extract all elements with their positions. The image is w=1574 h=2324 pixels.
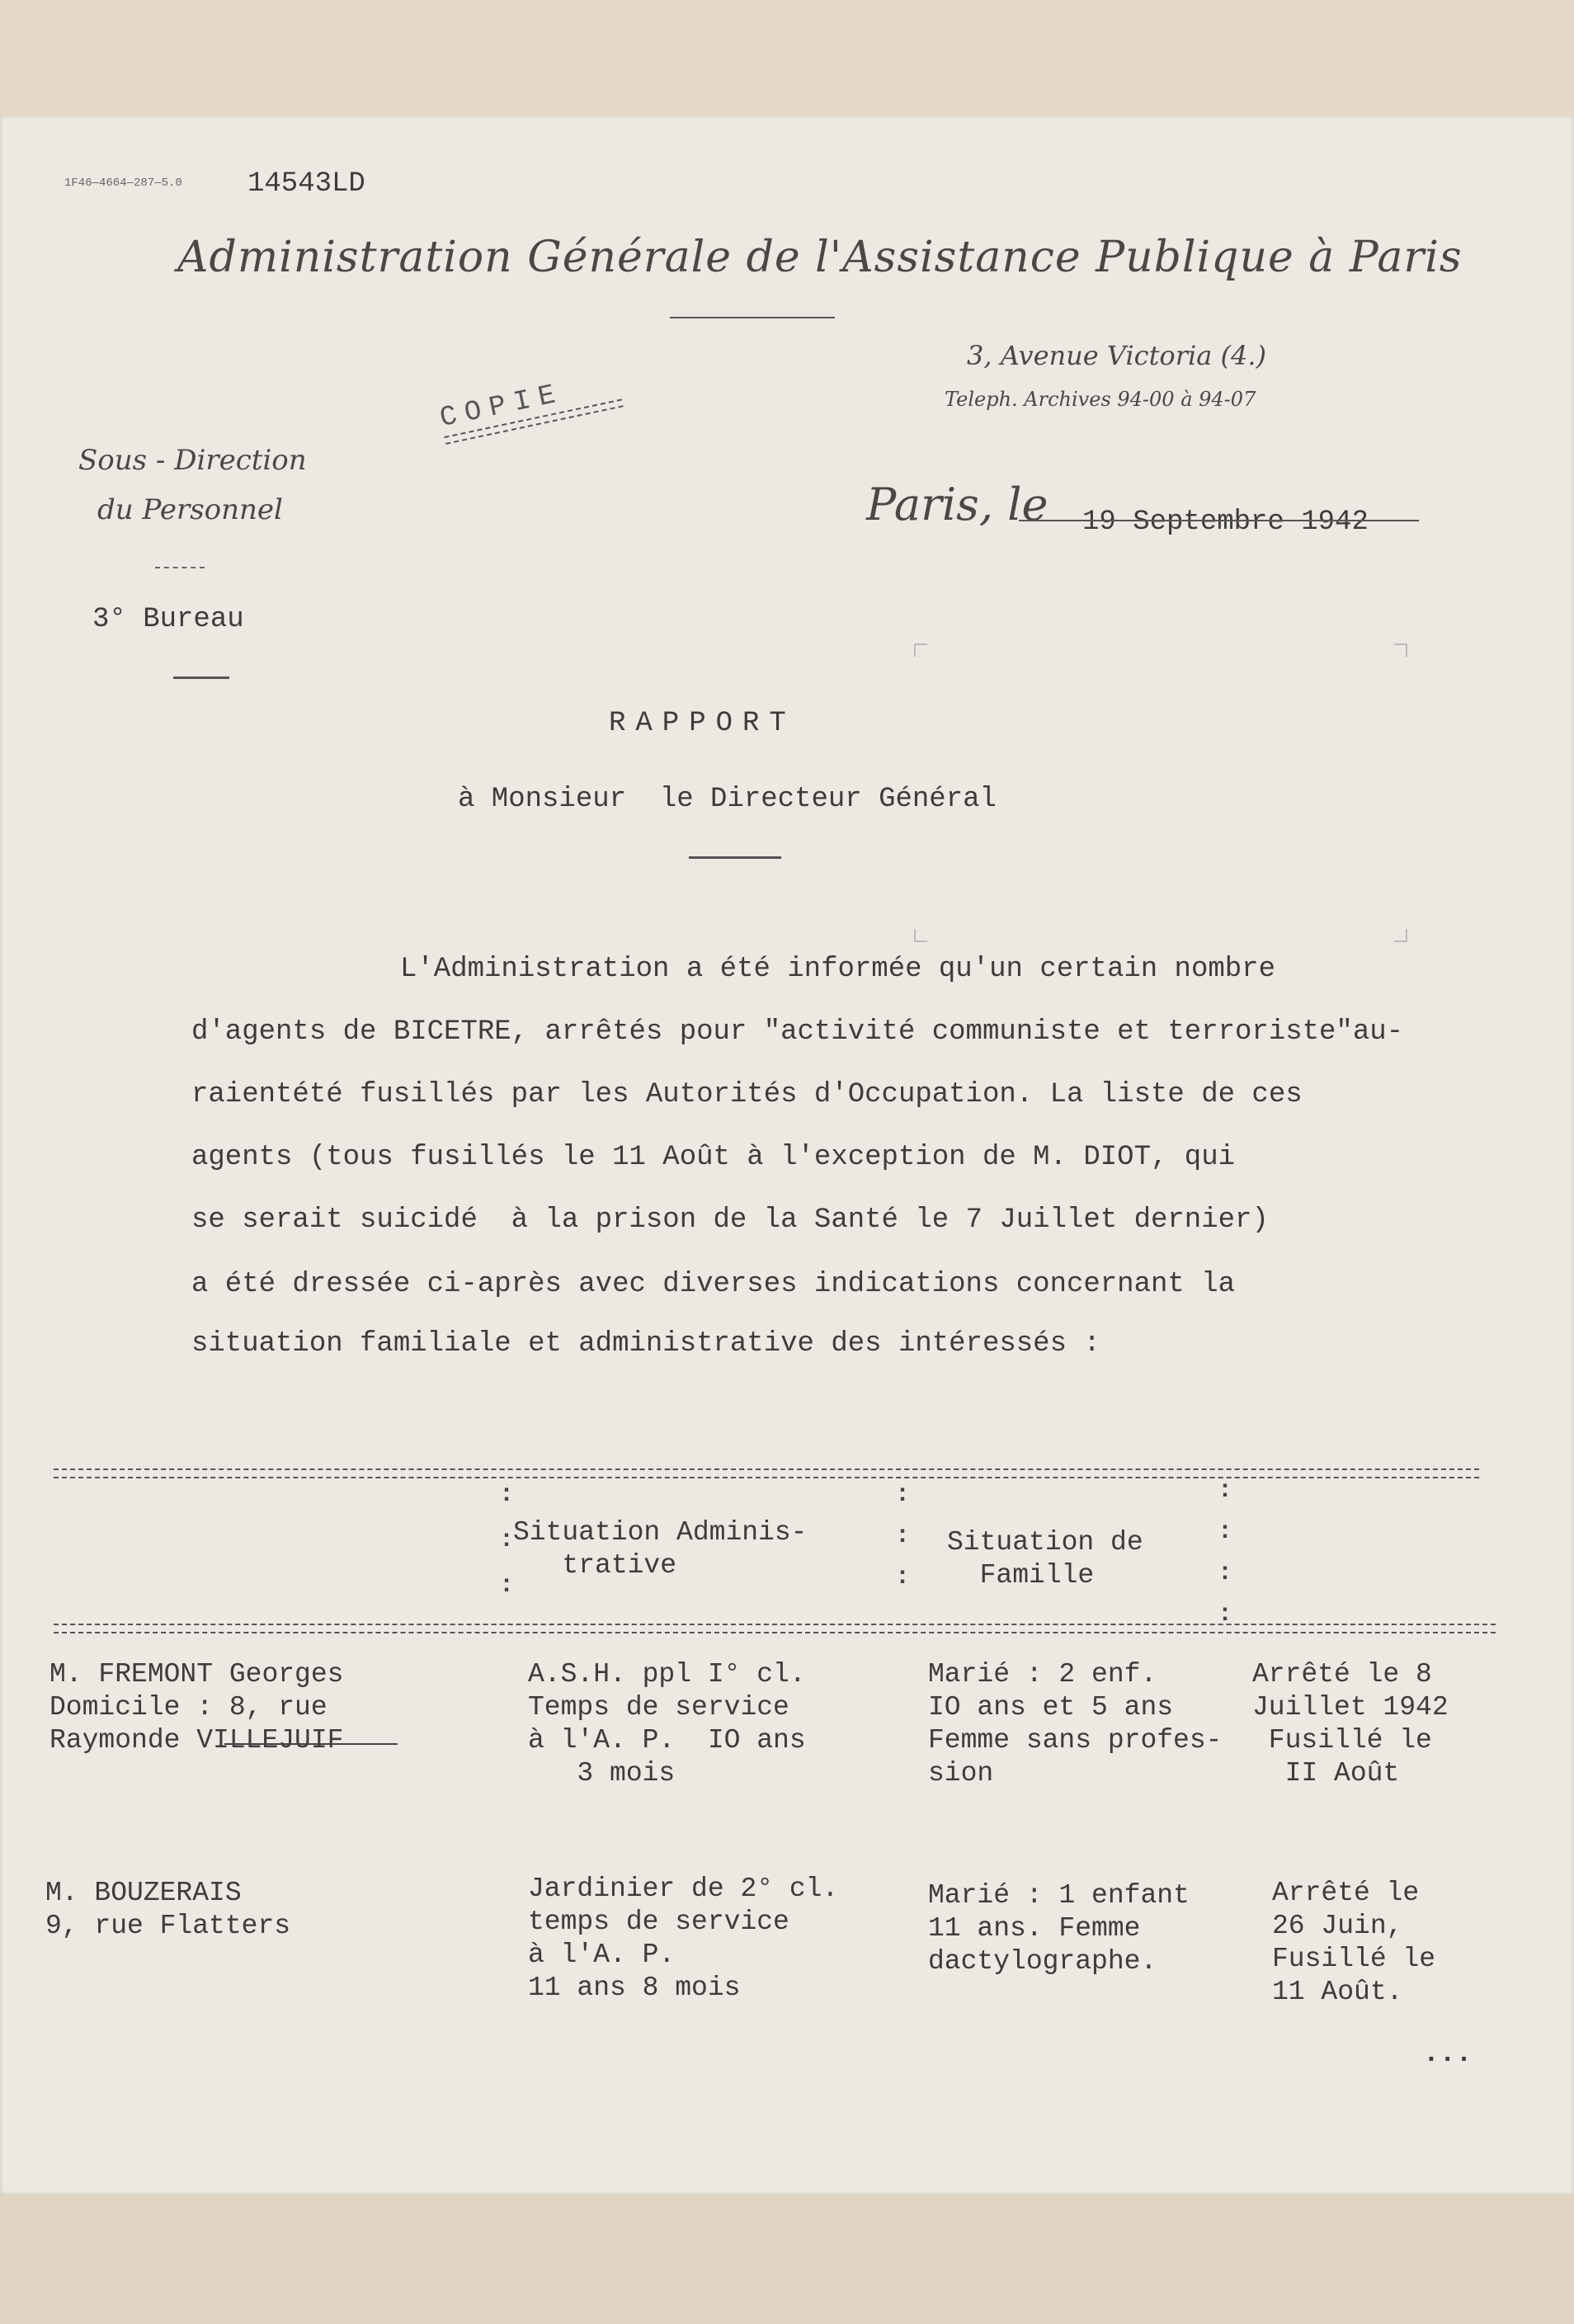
- bureau-rule: [173, 676, 229, 679]
- background-strip: [0, 2194, 1574, 2324]
- row-family: Marié : 2 enf. IO ans et 5 ans Femme sans profes- sion: [928, 1659, 1223, 1789]
- copy-stamp: COPIE: [437, 366, 624, 445]
- body-line: L'Administration a été informée qu'un certain nombre: [400, 954, 1275, 985]
- table-top-rule: [54, 1468, 1479, 1478]
- institution-name: Administration Générale de l'Assistance Publique à Paris: [177, 233, 1463, 282]
- column-separator: :: [499, 1481, 515, 1509]
- report-addressee: à Monsieur le Directeur Général: [458, 784, 997, 815]
- column-separator: :: [895, 1563, 911, 1591]
- body-line: raientété fusillés par les Autorités d'Occupation. La liste de ces: [191, 1079, 1303, 1110]
- column-separator: :: [895, 1481, 911, 1509]
- reference-number: 14543LD: [247, 168, 365, 200]
- corner-mark: [914, 643, 927, 657]
- division-line-1: Sous - Direction: [78, 444, 307, 477]
- document-page: [0, 115, 1574, 2194]
- column-separator: :: [1218, 1559, 1233, 1587]
- row-family: Marié : 1 enfant 11 ans. Femme dactylographe.: [928, 1880, 1190, 1977]
- column-separator: :: [499, 1572, 515, 1600]
- corner-mark: [1394, 929, 1407, 942]
- continuation-mark: ...: [1423, 2039, 1473, 2069]
- header-family: Situation de Famille: [947, 1527, 1143, 1591]
- reference-small: 1F46—4664—287—5.0: [64, 177, 182, 190]
- column-separator: :: [1218, 1477, 1233, 1505]
- row-name: M. FREMONT Georges Domicile : 8, rue Raymonde VILLEJUIF: [49, 1659, 344, 1756]
- table-header-rule: [54, 1624, 1496, 1633]
- column-separator: :: [1218, 1600, 1233, 1629]
- row-admin: A.S.H. ppl I° cl. Temps de service à l'A. P. IO ans 3 mois: [528, 1659, 806, 1789]
- division-line-2: du Personnel: [97, 493, 283, 526]
- corner-mark: [914, 929, 927, 942]
- corner-mark: [1394, 643, 1407, 657]
- villejuif-underline: [224, 1743, 398, 1745]
- date: 19 Septembre 1942: [1082, 507, 1369, 538]
- date-prefix: Paris, le: [866, 478, 1049, 530]
- address: 3, Avenue Victoria (4.): [967, 340, 1266, 371]
- division-rule: [155, 567, 205, 568]
- body-line: se serait suicidé à la prison de la Santé le 7 Juillet dernier): [191, 1204, 1269, 1236]
- row-events: Arrêté le 8 Juillet 1942 Fusillé le II Août: [1252, 1659, 1449, 1789]
- body-line: d'agents de BICETRE, arrêtés pour "activité communiste et terroriste"au-: [191, 1016, 1404, 1048]
- row-admin: Jardinier de 2° cl. temps de service à l'A. P. 11 ans 8 mois: [528, 1874, 839, 2003]
- header-admin: Situation Adminis- trative: [513, 1517, 808, 1581]
- body-line: agents (tous fusillés le 11 Août à l'exception de M. DIOT, qui: [191, 1142, 1236, 1173]
- bureau: 3° Bureau: [92, 604, 244, 635]
- report-title: RAPPORT: [609, 708, 796, 739]
- row-events: Arrêté le 26 Juin, Fusillé le 11 Août.: [1272, 1878, 1436, 2007]
- date-underline: [1019, 520, 1419, 521]
- title-rule: [689, 856, 781, 859]
- column-separator: :: [1218, 1518, 1233, 1546]
- body-line: situation familiale et administrative des intéressés :: [191, 1328, 1100, 1360]
- phone: Teleph. Archives 94-00 à 94-07: [945, 388, 1256, 411]
- row-name: M. BOUZERAIS 9, rue Flatters: [45, 1878, 291, 1941]
- column-separator: :: [895, 1522, 911, 1550]
- letterhead-rule: [670, 317, 835, 318]
- body-line: a été dressée ci-après avec diverses indications concernant la: [191, 1269, 1236, 1300]
- column-separator: :: [499, 1526, 515, 1554]
